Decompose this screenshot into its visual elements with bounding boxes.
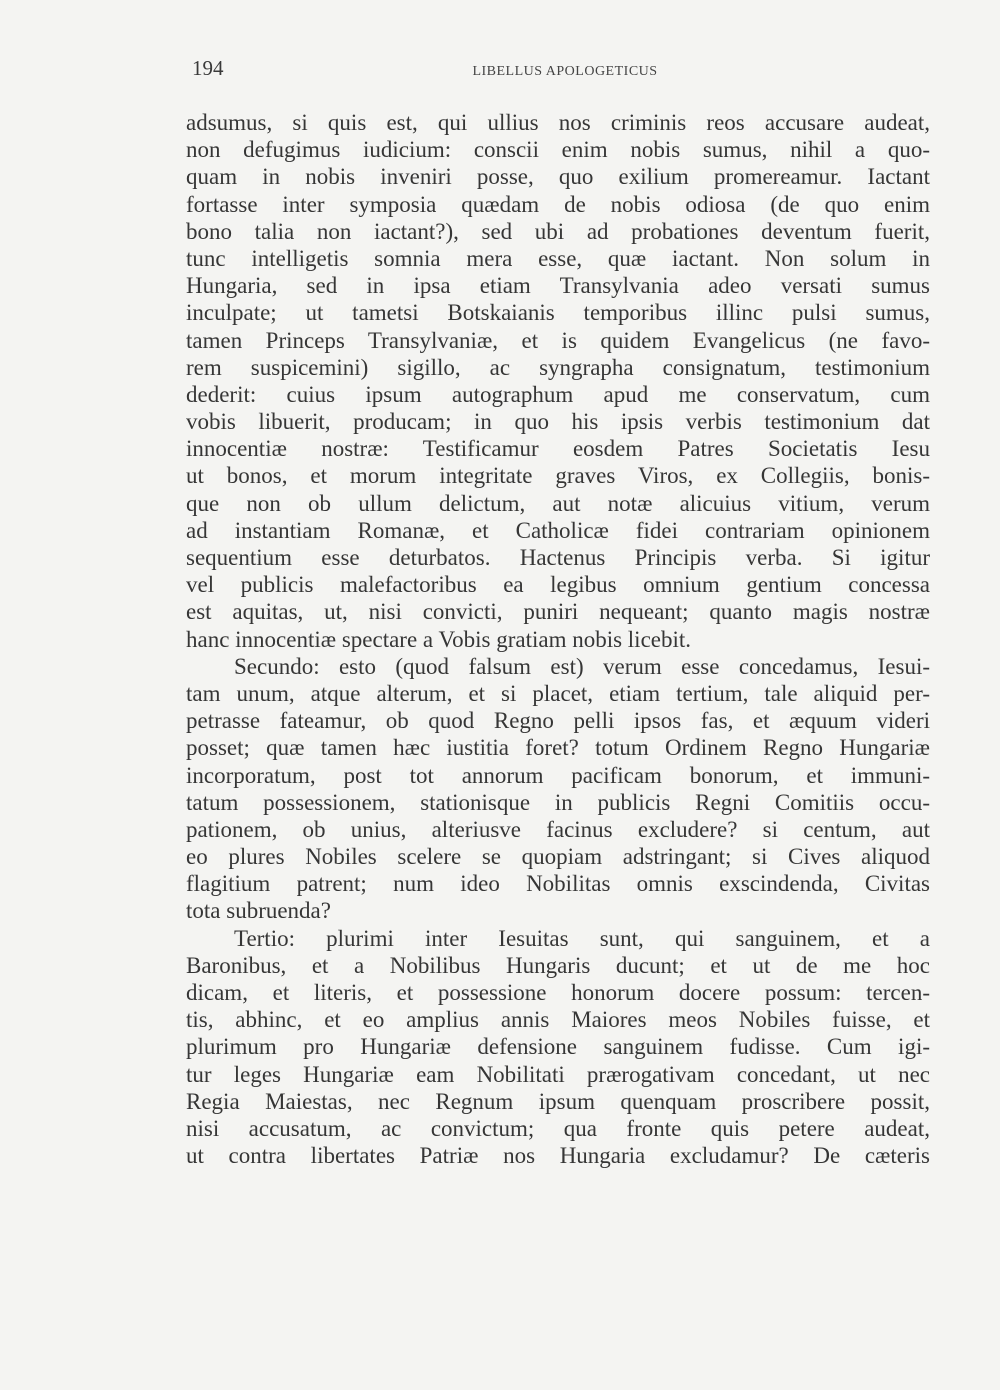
text-line: petrasse fateamur, ob quod Regno pelli ipsos fas, et æquum videri (186, 708, 930, 734)
text-line: tota subruenda? (186, 898, 331, 924)
text-line: posset; quæ tamen hæc iustitia foret? totum Ordinem Regno Hungariæ (186, 735, 930, 761)
text-line: dederit: cuius ipsum autographum apud me conservatum, cum (186, 381, 930, 407)
paragraph-2 (186, 653, 930, 925)
text-line: flagitium patrent; num ideo Nobilitas omnis exscindenda, Civitas (186, 871, 930, 897)
text-line: tur leges Hungariæ eam Nobilitati prærogativam concedant, ut nec (186, 1061, 930, 1087)
text-line: plurimum pro Hungariæ defensione sanguinem fudisse. Cum igi- (186, 1034, 930, 1060)
text-line: Baronibus, et a Nobilibus Hungaris ducunt; et ut de me hoc (186, 952, 930, 978)
text-line: non defugimus iudicium: conscii enim nobis sumus, nihil a quo- (186, 137, 930, 163)
text-line: pationem, ob unius, alteriusve facinus excludere? si centum, aut (186, 816, 930, 842)
text-line: bono talia non iactant?), sed ubi ad probationes deventum fuerit, (186, 218, 930, 244)
page-number: 194 (192, 56, 224, 80)
text-line: nisi accusatum, ac convictum; qua fronte quis petere audeat, (186, 1115, 930, 1141)
text-line: vel publicis malefactoribus ea legibus omnium gentium concessa (186, 572, 930, 598)
text-line: vobis libuerit, producam; in quo his ipsis verbis testimonium dat (186, 409, 930, 435)
text-line: ut contra libertates Patriæ nos Hungaria excludamur? De cæteris (186, 1143, 930, 1169)
text-line: tamen Princeps Transylvaniæ, et is quidem Evangelicus (ne favo- (186, 327, 930, 353)
text-line: hanc innocentiæ spectare a Vobis gratiam nobis licebit. (186, 626, 692, 652)
text-line: Secundo: esto (quod falsum est) verum esse concedamus, Iesui- (234, 653, 930, 679)
body-text (186, 109, 930, 1169)
paragraph-3 (186, 925, 930, 1170)
text-line: est aquitas, ut, nisi convicti, puniri nequeant; quanto magis nostræ (186, 599, 930, 625)
text-line: rem suspicemini) sigillo, ac syngrapha consignatum, testimonium (186, 354, 930, 380)
text-line: fortasse inter symposia quædam de nobis odiosa (de quo enim (186, 191, 930, 217)
text-line: inculpate; ut tametsi Botskaianis temporibus illinc pulsi sumus, (186, 300, 930, 326)
text-line: Tertio: plurimi inter Iesuitas sunt, qui sanguinem, et a (234, 925, 930, 951)
text-line: adsumus, si quis est, qui ullius nos criminis reos accusare audeat, (186, 110, 930, 135)
text-line: ad instantiam Romanæ, et Catholicæ fidei contrariam opinionem (186, 517, 930, 543)
text-line: dicam, et literis, et possessione honorum docere possum: tercen- (186, 980, 930, 1005)
text-line: tis, abhinc, et eo amplius annis Maiores meos Nobiles fuisse, et (186, 1007, 930, 1033)
text-line: Regia Maiestas, nec Regnum ipsum quenquam proscribere possit, (186, 1088, 930, 1114)
text-line: tunc intelligetis somnia mera esse, quæ iactant. Non solum in (186, 245, 930, 271)
text-line: sequentium esse deturbatos. Hactenus Principis verba. Si igitur (186, 545, 930, 570)
text-line: tam unum, atque alterum, et si placet, etiam tertium, tale aliquid per- (186, 680, 930, 706)
text-line: incorporatum, post tot annorum pacificam bonorum, et immuni- (186, 762, 930, 788)
text-line: innocentiæ nostræ: Testificamur eosdem Patres Societatis Iesu (186, 436, 930, 462)
text-line: eo plures Nobiles scelere se quopiam adstringant; si Cives aliquod (186, 844, 930, 870)
text-line: tatum possessionem, stationisque in publicis Regni Comitiis occu- (186, 789, 930, 815)
running-head: LIBELLUS APOLOGETICUS (472, 64, 658, 79)
paragraph-1 (186, 109, 930, 653)
text-line: Hungaria, sed in ipsa etiam Transylvania adeo versati sumus (186, 273, 930, 299)
text-line: quam in nobis inveniri posse, quo exilium promereamur. Iactant (186, 164, 930, 190)
text-line: ut bonos, et morum integritate graves Viros, ex Collegiis, bonis- (186, 463, 930, 489)
text-line: que non ob ullum delictum, aut notæ alicuius vitium, verum (186, 490, 930, 516)
